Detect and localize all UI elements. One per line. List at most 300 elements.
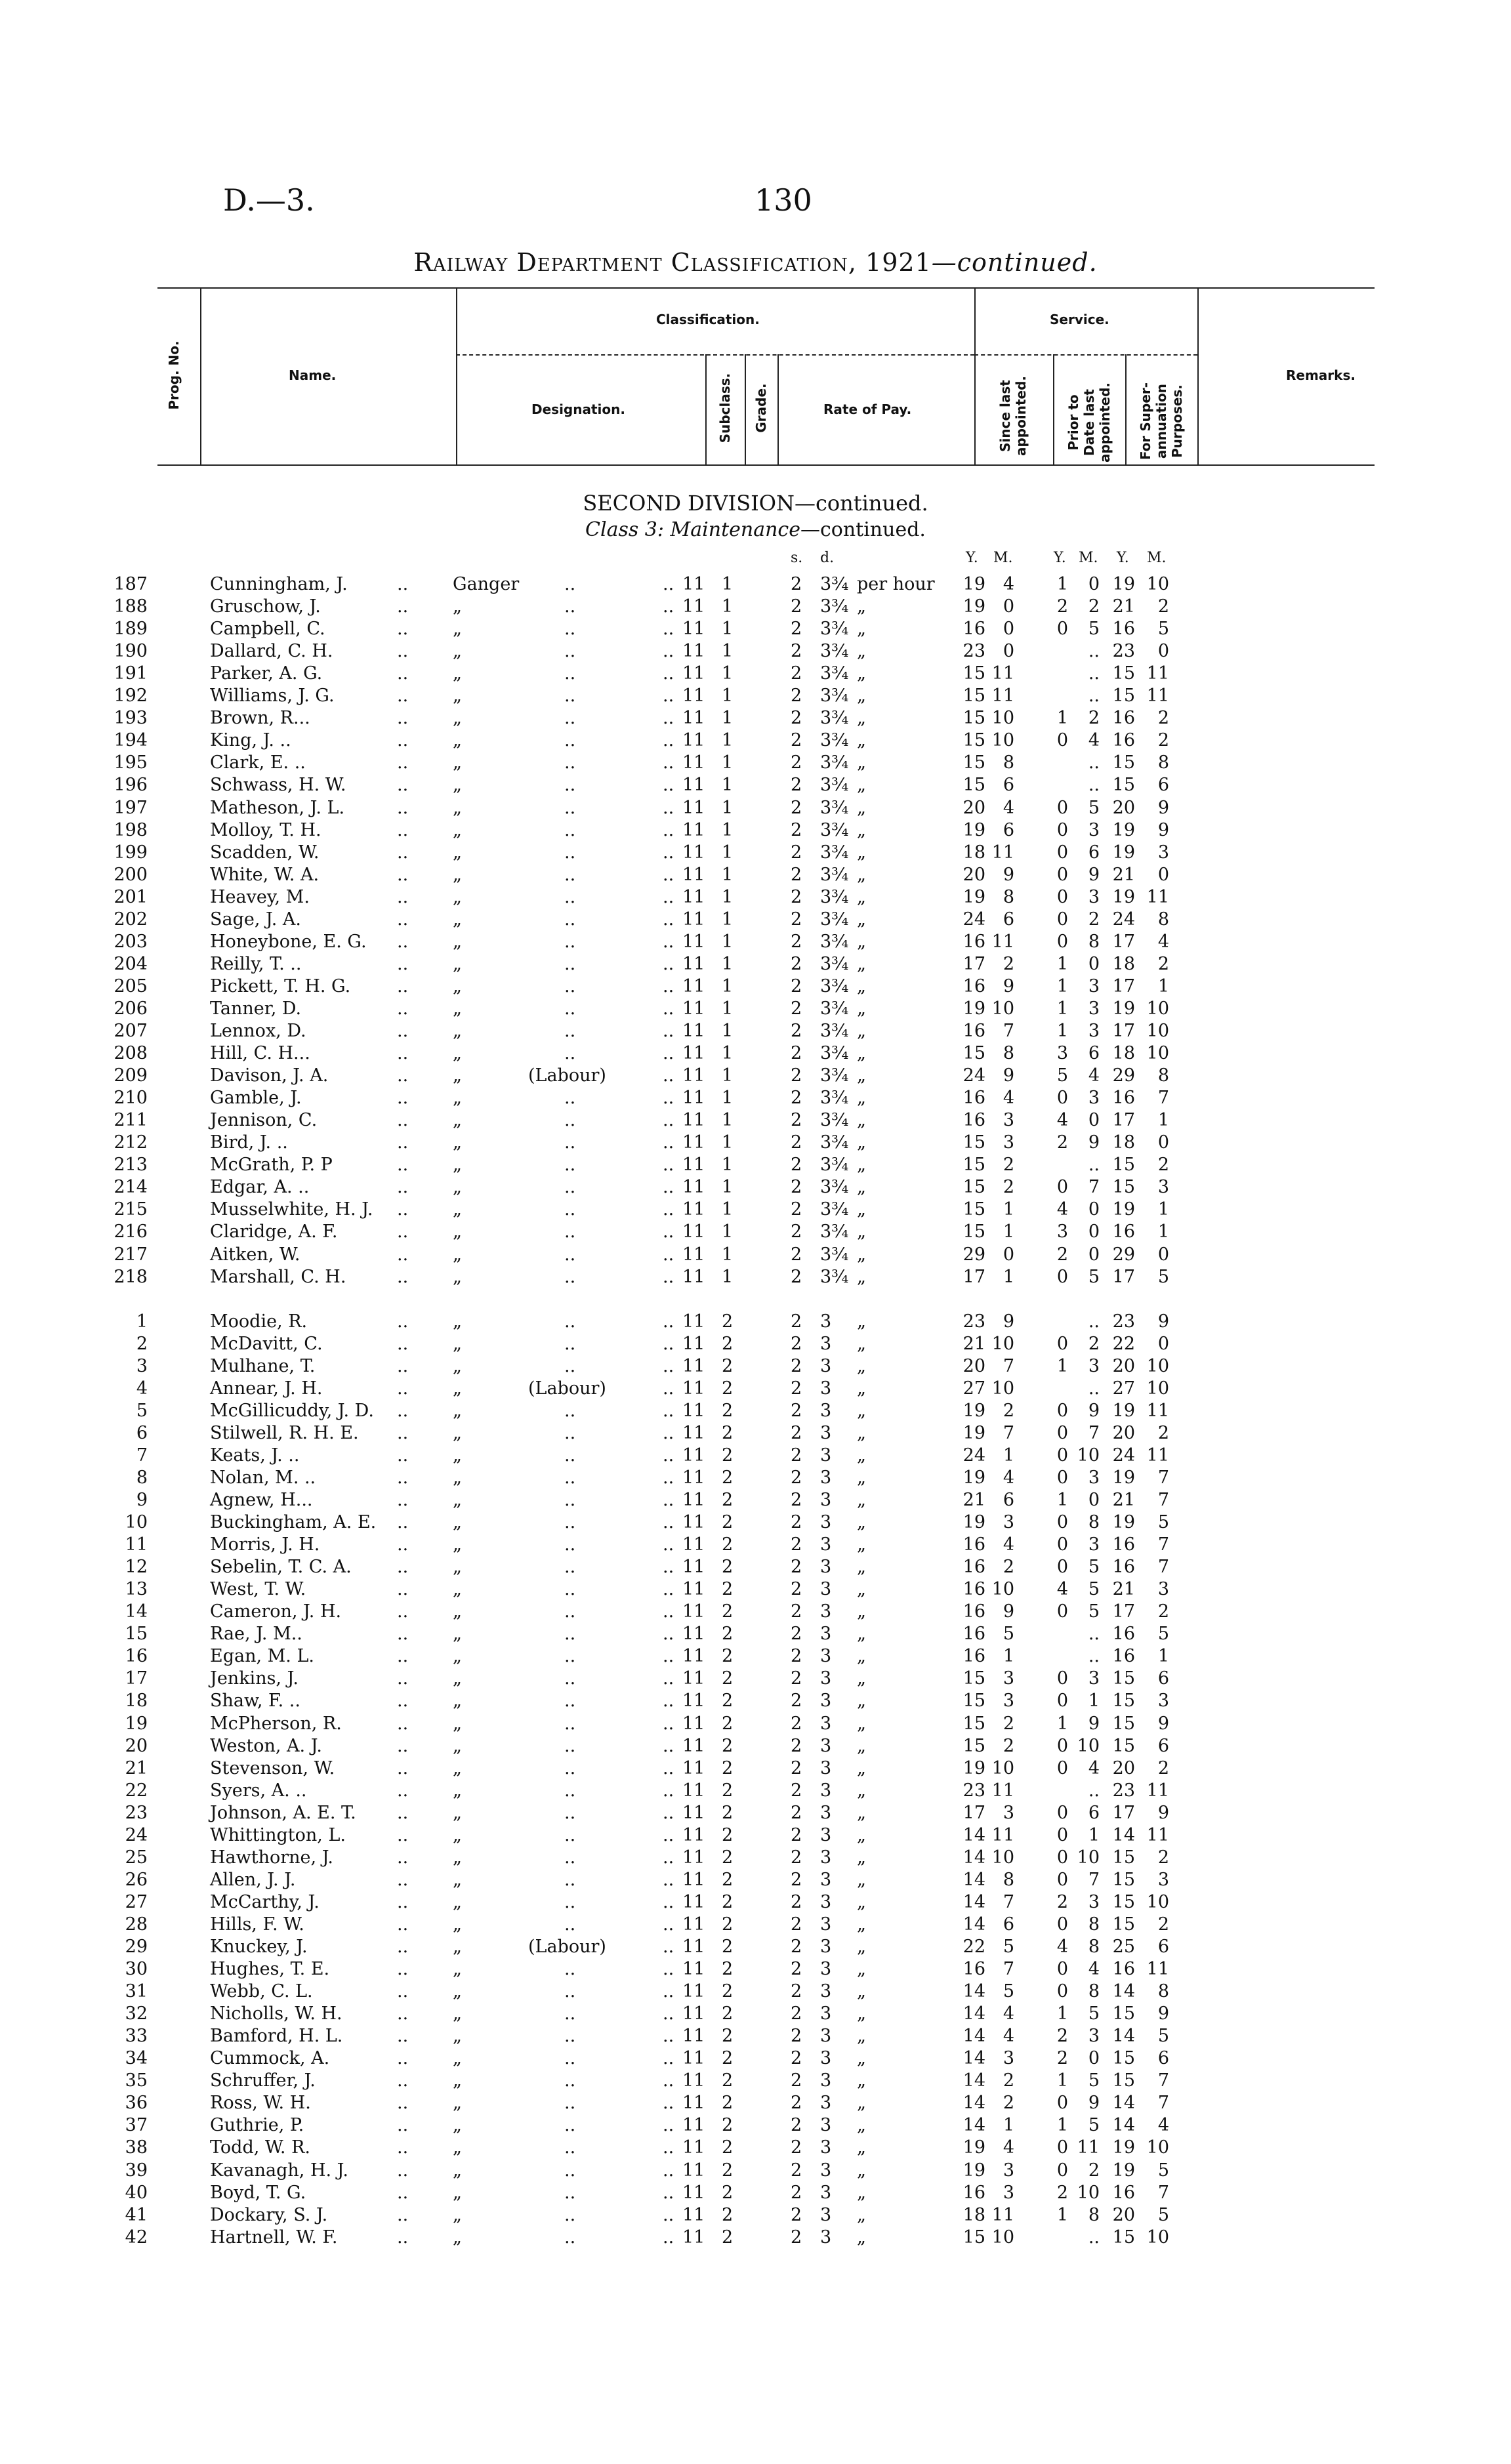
leader-dots: ..	[663, 1110, 674, 1131]
subclass: 11	[682, 1311, 705, 1332]
leader-dots: ..	[397, 1579, 409, 1600]
since-years: 14	[962, 1914, 985, 1935]
staff-name: Shaw, F. ..	[210, 1691, 300, 1712]
since-years: 14	[962, 1869, 985, 1890]
rate-pence: 3	[820, 1624, 832, 1645]
rate-shillings: 2	[791, 1445, 802, 1466]
grade: 1	[722, 574, 734, 594]
prog-number: 1	[136, 1311, 148, 1332]
since-months: 0	[1003, 619, 1014, 640]
since-years: 19	[962, 574, 985, 594]
rate-per: „	[857, 1601, 866, 1622]
staff-name: Heavey, M.	[210, 886, 310, 907]
rate-pence: 3	[820, 1847, 832, 1868]
leader-dots: ..	[564, 1981, 576, 2002]
designation: „	[453, 2204, 462, 2225]
designation: „	[453, 1624, 462, 1645]
since-years: 19	[962, 2137, 985, 2158]
staff-name: Clark, E. ..	[210, 752, 306, 773]
table-row	[0, 1668, 1511, 1689]
rate-shillings: 2	[791, 1847, 802, 1868]
rate-per: „	[857, 909, 866, 930]
grade: 2	[722, 1713, 734, 1734]
super-years: 14	[1112, 2115, 1135, 2136]
prog-number: 191	[114, 663, 148, 684]
super-months: 11	[1146, 1445, 1169, 1466]
column-header-prior-to-date: Prior to Date last appointed.	[1066, 382, 1113, 463]
leader-dots: ..	[663, 1713, 674, 1734]
leader-dots: ..	[564, 1824, 576, 1845]
prog-number: 17	[125, 1668, 148, 1689]
super-months: 5	[1157, 1266, 1169, 1287]
designation: „	[453, 752, 462, 773]
prior-years: 3	[1056, 1222, 1068, 1242]
leader-dots: ..	[564, 1445, 576, 1466]
table-row	[0, 1981, 1511, 2002]
prior-months: 3	[1088, 1355, 1100, 1376]
since-years: 24	[962, 909, 985, 930]
prog-number: 11	[125, 1534, 148, 1555]
leader-dots: ..	[564, 2137, 576, 2158]
subclass: 11	[682, 596, 705, 617]
leader-dots: ..	[397, 1557, 409, 1578]
since-years: 15	[962, 730, 985, 751]
designation: „	[453, 1512, 462, 1533]
leader-dots: ..	[663, 797, 674, 818]
staff-name: Hill, C. H...	[210, 1043, 310, 1064]
staff-name: Musselwhite, H. J.	[210, 1199, 373, 1220]
rate-per: „	[857, 1021, 866, 1041]
leader-dots: ..	[397, 2137, 409, 2158]
super-months: 11	[1146, 1780, 1169, 1801]
leader-dots: ..	[663, 2026, 674, 2047]
designation: „	[453, 1021, 462, 1041]
staff-name: Jenkins, J.	[210, 1668, 299, 1689]
rate-shillings: 2	[791, 775, 802, 796]
since-years: 19	[962, 1400, 985, 1421]
rate-pence: 3	[820, 1802, 832, 1823]
rate-per: „	[857, 1780, 866, 1801]
super-years: 20	[1112, 1422, 1135, 1443]
leader-dots: ..	[663, 1557, 674, 1578]
since-years: 16	[962, 1959, 985, 1980]
prog-number: 196	[114, 775, 148, 796]
since-months: 4	[1003, 1534, 1014, 1555]
prog-number: 217	[114, 1244, 148, 1265]
staff-name: Dallard, C. H.	[210, 641, 333, 662]
staff-name: Aitken, W.	[210, 1244, 300, 1265]
prior-months: ..	[1088, 1378, 1100, 1399]
subclass: 11	[682, 1713, 705, 1734]
prog-number: 195	[114, 752, 148, 773]
rate-per: „	[857, 663, 866, 684]
grade: 2	[722, 1691, 734, 1712]
table-row	[0, 1512, 1511, 1532]
super-years: 19	[1112, 1512, 1135, 1533]
prog-number: 208	[114, 1043, 148, 1064]
super-years: 29	[1112, 1065, 1135, 1086]
rate-pence: 3	[820, 1713, 832, 1734]
leader-dots: ..	[564, 1155, 576, 1176]
rate-shillings: 2	[791, 2115, 802, 2136]
prior-months: 5	[1088, 2070, 1100, 2091]
leader-dots: ..	[663, 2115, 674, 2136]
rate-per: „	[857, 775, 866, 796]
designation: „	[453, 1445, 462, 1466]
prior-years: 0	[1056, 1601, 1068, 1622]
leader-dots: ..	[564, 1847, 576, 1868]
designation: „	[453, 1534, 462, 1555]
staff-name: Ross, W. H.	[210, 2093, 311, 2114]
since-years: 15	[962, 1668, 985, 1689]
since-years: 16	[962, 1624, 985, 1645]
leader-dots: ..	[397, 752, 409, 773]
prog-number: 212	[114, 1132, 148, 1153]
prog-number: 206	[114, 998, 148, 1019]
leader-dots: ..	[564, 2003, 576, 2024]
rate-pence: 3	[820, 1400, 832, 1421]
grade: 1	[722, 1177, 734, 1198]
prior-months: 0	[1088, 953, 1100, 974]
leader-dots: ..	[663, 1378, 674, 1399]
leader-dots: ..	[397, 1177, 409, 1198]
super-months: 5	[1157, 2026, 1169, 2047]
designation: „	[453, 2093, 462, 2114]
rate-shillings: 2	[791, 797, 802, 818]
staff-name: Allen, J. J.	[210, 1869, 296, 1890]
super-months: 2	[1157, 1847, 1169, 1868]
super-years: 16	[1112, 1959, 1135, 1980]
leader-dots: ..	[397, 1021, 409, 1041]
table-row	[0, 1937, 1511, 1957]
rate-pence: 3	[820, 1333, 832, 1354]
grade: 2	[722, 1959, 734, 1980]
prog-number: 19	[125, 1713, 148, 1734]
subclass: 11	[682, 1847, 705, 1868]
rate-shillings: 2	[791, 2026, 802, 2047]
rate-pence: 3	[820, 1981, 832, 2002]
subclass: 11	[682, 1400, 705, 1421]
designation: „	[453, 2026, 462, 2047]
leader-dots: ..	[663, 819, 674, 840]
prog-number: 34	[125, 2048, 148, 2069]
rate-pence: 3¾	[820, 886, 849, 907]
leader-dots: ..	[564, 886, 576, 907]
leader-dots: ..	[663, 1824, 674, 1845]
staff-name: Brown, R...	[210, 708, 310, 729]
prog-number: 25	[125, 1847, 148, 1868]
leader-dots: ..	[663, 2048, 674, 2069]
subclass: 11	[682, 1333, 705, 1354]
leader-dots: ..	[663, 2137, 674, 2158]
super-months: 5	[1157, 2160, 1169, 2181]
super-years: 15	[1112, 1155, 1135, 1176]
super-years: 16	[1112, 2182, 1135, 2203]
rate-shillings: 2	[791, 953, 802, 974]
grade: 2	[722, 1512, 734, 1533]
rate-pence: 3¾	[820, 1043, 849, 1064]
rate-per: „	[857, 1132, 866, 1153]
super-years: 23	[1112, 641, 1135, 662]
leader-dots: ..	[397, 1691, 409, 1712]
table-row	[0, 1959, 1511, 1979]
super-years: 16	[1112, 730, 1135, 751]
super-years: 17	[1112, 975, 1135, 996]
subclass: 11	[682, 708, 705, 729]
super-years: 16	[1112, 1534, 1135, 1555]
since-months: 10	[991, 998, 1014, 1019]
since-years: 15	[962, 1043, 985, 1064]
rate-pence: 3	[820, 2026, 832, 2047]
leader-dots: ..	[663, 1088, 674, 1109]
table-row	[0, 1758, 1511, 1778]
leader-dots: ..	[663, 1445, 674, 1466]
rate-shillings: 2	[791, 596, 802, 617]
designation: „	[453, 1959, 462, 1980]
since-years: 14	[962, 1847, 985, 1868]
leader-dots: ..	[397, 574, 409, 594]
subclass: 11	[682, 641, 705, 662]
rate-per: „	[857, 1534, 866, 1555]
prior-months: 3	[1088, 886, 1100, 907]
rate-shillings: 2	[791, 2048, 802, 2069]
table-row	[0, 1825, 1511, 1845]
prior-months: 3	[1088, 1891, 1100, 1912]
since-months: 3	[1003, 2182, 1014, 2203]
designation: „	[453, 2003, 462, 2024]
prior-months: 3	[1088, 1467, 1100, 1488]
prior-years: 1	[1056, 2204, 1068, 2225]
staff-name: Mulhane, T.	[210, 1355, 316, 1376]
table-row	[0, 2003, 1511, 2024]
leader-dots: ..	[397, 1445, 409, 1466]
subclass: 11	[682, 1668, 705, 1689]
grade: 1	[722, 886, 734, 907]
table-row	[0, 1155, 1511, 1175]
leader-dots: ..	[663, 1869, 674, 1890]
table-row	[0, 1356, 1511, 1376]
prior-years: 0	[1056, 730, 1068, 751]
table-row	[0, 1267, 1511, 1287]
prior-years: 4	[1056, 1579, 1068, 1600]
staff-name: Syers, A. ..	[210, 1780, 307, 1801]
prior-months: 0	[1088, 574, 1100, 594]
prior-years: 1	[1056, 708, 1068, 729]
subclass: 11	[682, 1445, 705, 1466]
super-years: 23	[1112, 1311, 1135, 1332]
leader-dots: ..	[564, 998, 576, 1019]
table-row	[0, 820, 1511, 840]
leader-dots: ..	[397, 1601, 409, 1622]
prior-months: ..	[1088, 775, 1100, 796]
designation: „	[453, 1422, 462, 1443]
rate-shillings: 2	[791, 663, 802, 684]
prog-number: 18	[125, 1691, 148, 1712]
super-months: 10	[1146, 1378, 1169, 1399]
table-row	[0, 619, 1511, 639]
since-years: 16	[962, 1110, 985, 1131]
leader-dots: ..	[397, 842, 409, 863]
rate-shillings: 2	[791, 1333, 802, 1354]
prior-months: 8	[1088, 1937, 1100, 1957]
prior-years: 0	[1056, 1847, 1068, 1868]
prior-years: 0	[1056, 1869, 1068, 1890]
since-months: 5	[1003, 1937, 1014, 1957]
prior-months: 2	[1088, 596, 1100, 617]
staff-name: White, W. A.	[210, 864, 320, 885]
rate-per: „	[857, 1355, 866, 1376]
prior-months: 3	[1088, 1021, 1100, 1041]
rate-pence: 3¾	[820, 864, 849, 885]
designation: „	[453, 2048, 462, 2069]
grade: 1	[722, 686, 734, 707]
prior-months: 9	[1088, 1713, 1100, 1734]
super-years: 19	[1112, 1467, 1135, 1488]
grade: 2	[722, 1601, 734, 1622]
since-years: 21	[962, 1490, 985, 1510]
table-row	[0, 1423, 1511, 1443]
super-years: 17	[1112, 1601, 1135, 1622]
leader-dots: ..	[397, 1512, 409, 1533]
grade: 1	[722, 953, 734, 974]
since-months: 11	[991, 931, 1014, 952]
since-years: 16	[962, 1601, 985, 1622]
staff-name: Egan, M. L.	[210, 1646, 314, 1667]
super-years: 29	[1112, 1244, 1135, 1265]
rate-pence: 3	[820, 1445, 832, 1466]
leader-dots: ..	[564, 1780, 576, 1801]
leader-dots: ..	[397, 1937, 409, 1957]
prior-months: 0	[1088, 1490, 1100, 1510]
subclass: 11	[682, 1043, 705, 1064]
since-years: 16	[962, 975, 985, 996]
since-years: 15	[962, 775, 985, 796]
super-months: 1	[1157, 1199, 1169, 1220]
leader-dots: ..	[663, 1959, 674, 1980]
super-years: 15	[1112, 1735, 1135, 1756]
since-months: 0	[1003, 1244, 1014, 1265]
designation: „	[453, 998, 462, 1019]
subclass: 11	[682, 574, 705, 594]
designation: „	[453, 663, 462, 684]
rate-per: „	[857, 1110, 866, 1131]
since-months: 9	[1003, 975, 1014, 996]
leader-dots: ..	[397, 708, 409, 729]
rate-pence: 3¾	[820, 819, 849, 840]
super-years: 15	[1112, 1869, 1135, 1890]
rate-shillings: 2	[791, 819, 802, 840]
since-years: 16	[962, 1646, 985, 1667]
super-months: 1	[1157, 1110, 1169, 1131]
rate-per: „	[857, 2026, 866, 2047]
super-years: 19	[1112, 574, 1135, 594]
leader-dots: ..	[397, 619, 409, 640]
rate-per: „	[857, 2048, 866, 2069]
prog-number: 26	[125, 1869, 148, 1890]
super-years: 21	[1112, 864, 1135, 885]
leader-dots: ..	[663, 998, 674, 1019]
since-months: 11	[991, 686, 1014, 707]
rate-shillings: 2	[791, 1579, 802, 1600]
subclass: 11	[682, 775, 705, 796]
unit-months: M.	[993, 550, 1013, 566]
since-months: 2	[1003, 1155, 1014, 1176]
subclass: 11	[682, 2137, 705, 2158]
since-months: 1	[1003, 1199, 1014, 1220]
grade: 2	[722, 1757, 734, 1778]
subclass: 11	[682, 2204, 705, 2225]
since-months: 1	[1003, 1646, 1014, 1667]
leader-dots: ..	[397, 1847, 409, 1868]
leader-dots: ..	[663, 1355, 674, 1376]
rate-pence: 3	[820, 2182, 832, 2203]
prior-years: 5	[1056, 1065, 1068, 1086]
leader-dots: ..	[663, 1646, 674, 1667]
grade: 1	[722, 909, 734, 930]
super-months: 2	[1157, 708, 1169, 729]
subclass: 11	[682, 752, 705, 773]
unit-years: Y.	[1117, 550, 1129, 566]
table-row	[0, 909, 1511, 930]
rate-shillings: 2	[791, 1043, 802, 1064]
prog-number: 37	[125, 2115, 148, 2136]
subclass: 11	[682, 1557, 705, 1578]
subclass: 11	[682, 686, 705, 707]
leader-dots: ..	[564, 909, 576, 930]
since-months: 6	[1003, 819, 1014, 840]
table-row	[0, 730, 1511, 750]
super-years: 15	[1112, 2227, 1135, 2248]
prog-number: 14	[125, 1601, 148, 1622]
prog-number: 40	[125, 2182, 148, 2203]
super-months: 3	[1157, 1177, 1169, 1198]
grade: 1	[722, 1132, 734, 1153]
table-row	[0, 2115, 1511, 2135]
staff-name: Stilwell, R. H. E.	[210, 1422, 359, 1443]
super-years: 19	[1112, 842, 1135, 863]
super-years: 17	[1112, 1021, 1135, 1041]
table-row	[0, 1177, 1511, 1197]
leader-dots: ..	[663, 1512, 674, 1533]
super-months: 0	[1157, 641, 1169, 662]
since-months: 11	[991, 663, 1014, 684]
grade: 1	[722, 1021, 734, 1041]
since-months: 10	[991, 1579, 1014, 1600]
super-years: 16	[1112, 708, 1135, 729]
prior-months: ..	[1088, 1311, 1100, 1332]
prior-months: 5	[1088, 1266, 1100, 1287]
since-years: 23	[962, 1311, 985, 1332]
prog-number: 204	[114, 953, 148, 974]
subclass: 11	[682, 1110, 705, 1131]
since-months: 3	[1003, 1110, 1014, 1131]
super-months: 4	[1157, 2115, 1169, 2136]
super-months: 6	[1157, 1735, 1169, 1756]
leader-dots: ..	[564, 842, 576, 863]
since-months: 7	[1003, 1891, 1014, 1912]
prog-number: 33	[125, 2026, 148, 2047]
leader-dots: ..	[663, 596, 674, 617]
unit-months: M.	[1147, 550, 1167, 566]
leader-dots: ..	[397, 2182, 409, 2203]
leader-dots: ..	[663, 931, 674, 952]
subclass: 11	[682, 1959, 705, 1980]
prior-years: 1	[1056, 953, 1068, 974]
since-months: 3	[1003, 1802, 1014, 1823]
since-months: 2	[1003, 1177, 1014, 1198]
leader-dots: ..	[663, 1266, 674, 1287]
super-years: 21	[1112, 1490, 1135, 1510]
